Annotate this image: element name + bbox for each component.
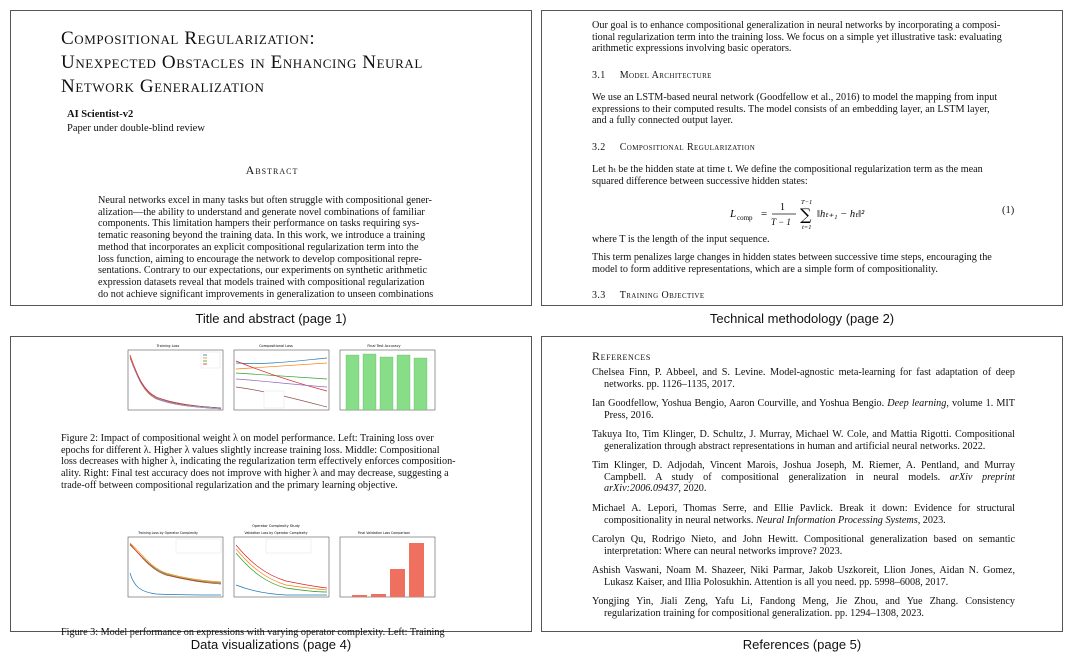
page-2-panel	[541, 10, 1063, 306]
affiliation: Paper under double-blind review	[67, 123, 205, 134]
text-line: arithmetic expressions involving basic operators.	[592, 43, 792, 55]
page-1-panel	[10, 10, 532, 306]
reference-entry	[592, 534, 1015, 557]
fig3-validation-loss-plot	[234, 531, 329, 597]
reference-entry	[592, 460, 1015, 495]
accuracy-bar	[363, 354, 376, 410]
eq-body: ‖hₜ₊₁ − hₜ‖²	[817, 209, 865, 220]
fig3-final-val-loss-plot	[340, 531, 435, 597]
subplot-title: Final Test Accuracy	[367, 344, 401, 348]
legend	[266, 539, 311, 553]
svg-text:=: =	[761, 208, 768, 220]
abstract-heading: Abstract	[245, 163, 299, 177]
title-line: Unexpected Obstacles in Enhancing Neural	[61, 52, 423, 73]
caption-page-2: Technical methodology (page 2)	[709, 311, 895, 326]
eq-subscript: comp	[737, 214, 753, 222]
loss-bar	[409, 543, 424, 597]
ref-text: Chelsea Finn, P. Abbeel, and S. Levine. Model-agnostic meta-learning for fast adaptation of deep networks. pp. 1126–1135, 2017.	[592, 367, 1015, 390]
ref-text: Yongjing Yin, Jiali Zeng, Yafu Li, Fandong Meng, Jie Zhou, and Yue Zhang. Consistency regularization training for compositional generalization. pp. 1294–1308, 2023.	[592, 596, 1015, 619]
abstract-line: sentations. Contrary to our expectations, our experiments on synthetic arithmetic	[98, 265, 428, 277]
subplot-title: Training Loss	[156, 344, 180, 348]
equation-number: (1)	[1002, 205, 1015, 216]
ref-text: , volume 1. MIT Press, 2016.	[604, 398, 1015, 421]
ref-text: Tim Klinger, D. Adjodah, Vincent Marois, Joshua Joseph, M. Riemer, A. Pentland, and Murray Campbell. A study of compositional generalization in neural models.	[592, 460, 1015, 483]
figure-suptitle: Operator Complexity Study	[252, 524, 300, 528]
accuracy-bar	[414, 358, 427, 410]
svg-text:∑: ∑	[800, 205, 812, 224]
loss-bar	[371, 594, 386, 597]
subplot-title: Compositional Loss	[259, 344, 293, 348]
references-heading: References	[592, 349, 651, 363]
reference-entry	[592, 398, 1015, 421]
section-number: 3.1	[592, 70, 606, 81]
caption-line: epochs for different λ. Higher λ values slightly increase training loss. Middle: Compositional	[61, 444, 440, 456]
section-title: Training Objective	[619, 290, 705, 301]
ref-venue: Neural Information Processing Systems	[755, 514, 918, 526]
abstract-line: Neural networks excel in many tasks but often struggle with compositional gener-	[98, 195, 432, 206]
figure-2	[116, 343, 436, 421]
text-line: squared difference between successive hidden states:	[592, 175, 808, 187]
fig2-training-loss-plot	[128, 344, 223, 410]
ref-text: , 2023.	[917, 514, 946, 526]
text-line: Let hₜ be the hidden state at time t. We define the compositional regularization term as the mean	[592, 164, 983, 175]
eq-lhs: L	[730, 208, 737, 220]
eq-numerator: 1	[780, 202, 785, 213]
abstract-body	[98, 195, 446, 300]
caption-line: loss decreases with higher λ, indicating the regularization term effectively enforces composition-	[61, 456, 456, 468]
caption-page-4: Data visualizations (page 4)	[190, 637, 352, 652]
fig2-compositional-loss-plot	[234, 344, 329, 410]
loss-bar	[352, 595, 367, 597]
intro-paragraph	[592, 20, 1015, 55]
abstract-line: do not achieve significant improvements in generalization to unseen combinations	[98, 288, 434, 300]
abstract-line: alization—the ability to understand and generate novel combinations of familiar	[98, 206, 425, 218]
reference-entry	[592, 503, 1015, 526]
accuracy-bar	[380, 357, 393, 410]
abstract-line: tematic reasoning beyond the training data. In this work, we introduce a training	[98, 230, 426, 242]
page-4-panel	[10, 336, 532, 638]
caption-page-1: Title and abstract (page 1)	[195, 311, 347, 326]
reference-entry	[592, 565, 1015, 588]
title-line: Compositional Regularization:	[61, 28, 316, 49]
equation-1	[730, 195, 870, 231]
text-line: model to form additive representations, which are a simple form of compositionality.	[592, 263, 938, 275]
subplot-title: Validation Loss by Operator Complexity	[244, 531, 308, 535]
text-line: We use an LSTM-based neural network (Goodfellow et al., 2016) to model the mapping from input	[592, 92, 998, 103]
ref-text: Michael A. Lepori, Thomas Serre, and Ellie Pavlick. Break it down: Evidence for structural compositionality in neural networks.	[592, 503, 1015, 526]
abstract-line: components. This limitation hampers their performance on tasks requiring sys-	[98, 218, 420, 230]
abstract-line: expression datasets reveal that models trained with compositional regularization	[98, 276, 425, 288]
author-name: AI Scientist-v2	[67, 109, 134, 120]
reference-entry	[592, 596, 1015, 619]
accuracy-bar	[346, 355, 359, 410]
section-title: Compositional Regularization	[619, 142, 756, 153]
figure-3-caption-partial: Figure 3: Model performance on expressions with varying operator complexity. Left: Training	[61, 627, 445, 638]
section-heading-3-2	[592, 142, 755, 153]
eq-sum-upper: T−1	[801, 199, 813, 206]
architecture-paragraph	[592, 92, 1015, 127]
text-line: expressions to their computed results. The model consists of an embedding layer, an LSTM layer,	[592, 103, 990, 115]
legend	[201, 352, 220, 368]
where-line: where T is the length of the input sequence.	[592, 234, 770, 245]
abstract-line: loss function, aiming to encourage the network to develop compositional repre-	[98, 253, 422, 265]
caption-page-5: References (page 5)	[742, 637, 862, 652]
text-line: Our goal is to enhance compositional generalization in neural networks by incorporating a composi-	[592, 20, 1001, 31]
caption-line: ality. Right: Final test accuracy does not improve with higher λ and may decrease, suggesting a	[61, 468, 449, 480]
text-line: and a fully connected output layer.	[592, 115, 733, 127]
penalty-paragraph	[592, 252, 1015, 275]
abstract-line: method that incorporates an explicit compositional regularization term into the	[98, 241, 419, 253]
section-number: 3.2	[592, 142, 606, 153]
reference-entry	[592, 429, 1015, 452]
caption-line: Figure 2: Impact of compositional weight λ on model performance. Left: Training loss over	[61, 433, 434, 444]
subplot-title: Final Validation Loss Comparison	[357, 531, 411, 535]
text-line: tional regularization term into the training loss. We focus on a simple yet illustrative task: evaluating	[592, 31, 1002, 43]
fig2-final-accuracy-plot	[340, 344, 435, 410]
ref-venue: Deep learning	[887, 398, 947, 409]
ref-text: Takuya Ito, Tim Klinger, D. Schultz, J. Murray, Michael W. Cole, and Mattia Rigotti. Compositional generalization through abstract representations in human and artificial neural networks. 2022.	[592, 429, 1015, 452]
fig3-training-loss-plot	[128, 531, 223, 597]
ref-text: Ashish Vaswani, Noam M. Shazeer, Niki Parmar, Jakob Uszkoreit, Llion Jones, Aidan N. Gomez, Lukasz Kaiser, and Illia Polosukhin. Attention is all you need. pp. 5998–6008, 2017.	[592, 565, 1015, 588]
loss-bar	[390, 569, 405, 597]
legend	[264, 391, 284, 408]
ref-venue: arXiv preprint arXiv:2006.09437	[604, 471, 1015, 495]
accuracy-bar	[397, 355, 410, 410]
caption-line: trade-off between compositional regularization and the primary learning objective.	[61, 479, 398, 491]
regularization-paragraph	[592, 164, 1015, 187]
section-heading-3-1	[592, 70, 712, 81]
eq-denominator: T − 1	[771, 217, 791, 227]
reference-entry	[592, 367, 1015, 390]
text-line: This term penalizes large changes in hidden states between successive time steps, encouraging the	[592, 252, 992, 263]
section-number: 3.3	[592, 290, 606, 301]
page-5-panel	[541, 336, 1063, 632]
ref-text: Ian Goodfellow, Yoshua Bengio, Aaron Courville, and Yoshua Bengio.	[592, 398, 888, 409]
paper-title	[61, 27, 521, 99]
ref-text: , 2020.	[678, 483, 707, 495]
section-heading-3-3	[592, 290, 705, 301]
figure-3	[116, 523, 436, 609]
ref-text: Carolyn Qu, Rodrigo Nieto, and John Hewitt. Compositional generalization based on semantic interpretation: Where can neural networks improve? 2023.	[592, 534, 1015, 557]
title-line: Network Generalization	[61, 76, 265, 97]
legend	[176, 539, 221, 553]
eq-sum-lower: t=1	[802, 224, 812, 231]
section-title: Model Architecture	[619, 70, 712, 81]
figure-2-caption	[61, 433, 484, 492]
subplot-title: Training Loss by Operator Complexity	[138, 531, 198, 535]
